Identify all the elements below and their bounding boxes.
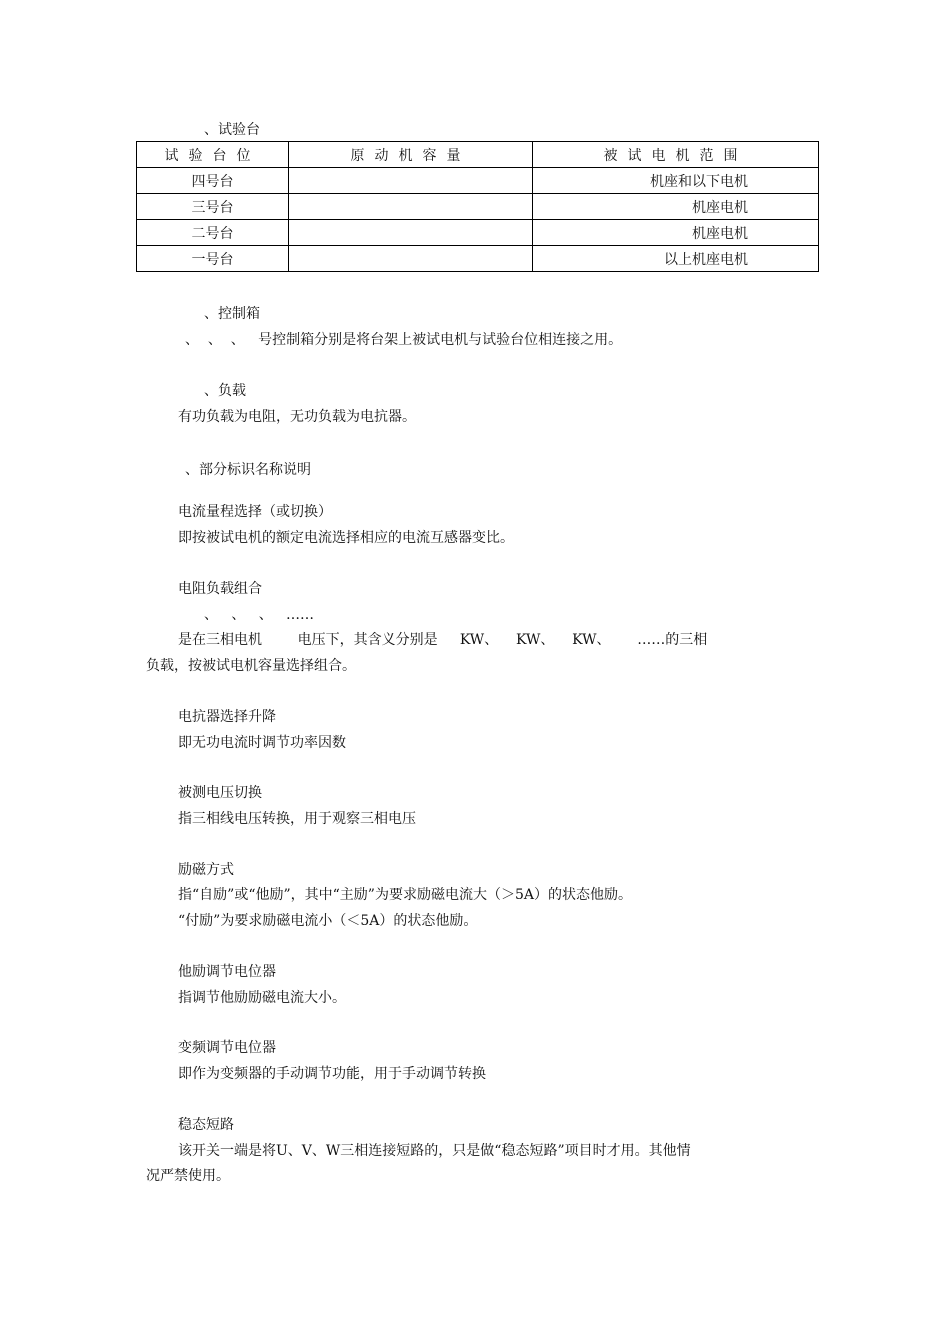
cell-bench: 一号台	[137, 246, 289, 272]
section-title-control-box: 、控制箱	[204, 306, 260, 322]
table-row	[137, 220, 819, 246]
item-body: 指三相线电压转换，用于观察三相电压	[178, 811, 416, 827]
cell-range: 机座电机	[533, 220, 819, 246]
cell-capacity	[289, 168, 533, 194]
header-prime-mover-capacity: 原动机容量	[289, 142, 533, 168]
item-heading: 被测电压切换	[178, 785, 262, 801]
item-heading: 电抗器选择升降	[178, 709, 276, 725]
header-motor-range: 被试电机范围	[533, 142, 819, 168]
item-body: 指调节他励励磁电流大小。	[178, 990, 346, 1006]
cell-capacity	[289, 194, 533, 220]
item-heading: 电阻负载组合	[178, 581, 262, 597]
header-bench-position: 试验台位	[137, 142, 289, 168]
cell-range: 以上机座电机	[533, 246, 819, 272]
item-body: 该开关一端是将U、V、W三相连接短路的，只是做“稳态短路”项目时才用。其他情	[178, 1143, 691, 1159]
cell-range: 机座和以下电机	[533, 168, 819, 194]
item-body-cont: “付励”为要求励磁电流小（＜5A）的状态他励。	[178, 913, 478, 929]
cell-range: 机座电机	[533, 194, 819, 220]
item-heading: 他励调节电位器	[178, 964, 276, 980]
cell-capacity	[289, 220, 533, 246]
control-box-text: 、 、 、 号控制箱分别是将台架上被试电机与试验台位相连接之用。	[185, 332, 623, 348]
item-body: 即无功电流时调节功率因数	[178, 735, 346, 751]
item-heading: 电流量程选择（或切换）	[178, 504, 332, 520]
test-bench-table	[136, 141, 819, 272]
item-body-cont: 况严禁使用。	[146, 1168, 230, 1184]
item-sub: 、 、 、 ……	[204, 607, 315, 623]
table-header-row	[137, 142, 819, 168]
item-heading: 励磁方式	[178, 862, 234, 878]
item-body: 即作为变频器的手动调节功能，用于手动调节转换	[178, 1066, 486, 1082]
item-body-cont: 负载，按被试电机容量选择组合。	[146, 658, 356, 674]
cell-bench: 四号台	[137, 168, 289, 194]
load-text: 有功负载为电阻，无功负载为电抗器。	[178, 409, 416, 425]
table-row	[137, 246, 819, 272]
item-body: 是在三相电机 电压下，其含义分别是 KW、 KW、 KW、 ……的三相	[178, 632, 708, 648]
section-title-labels: 、部分标识名称说明	[185, 462, 311, 478]
item-heading: 变频调节电位器	[178, 1040, 276, 1056]
item-body: 即按被试电机的额定电流选择相应的电流互感器变比。	[178, 530, 514, 546]
item-body: 指“自励”或“他励”，其中“主励”为要求励磁电流大（＞5A）的状态他励。	[178, 887, 632, 903]
table-row	[137, 168, 819, 194]
cell-bench: 二号台	[137, 220, 289, 246]
section-title-load: 、负载	[204, 383, 246, 399]
section-title-test-bench: 、试验台	[204, 122, 260, 138]
cell-bench: 三号台	[137, 194, 289, 220]
cell-capacity	[289, 246, 533, 272]
table-row	[137, 194, 819, 220]
item-heading: 稳态短路	[178, 1117, 234, 1133]
